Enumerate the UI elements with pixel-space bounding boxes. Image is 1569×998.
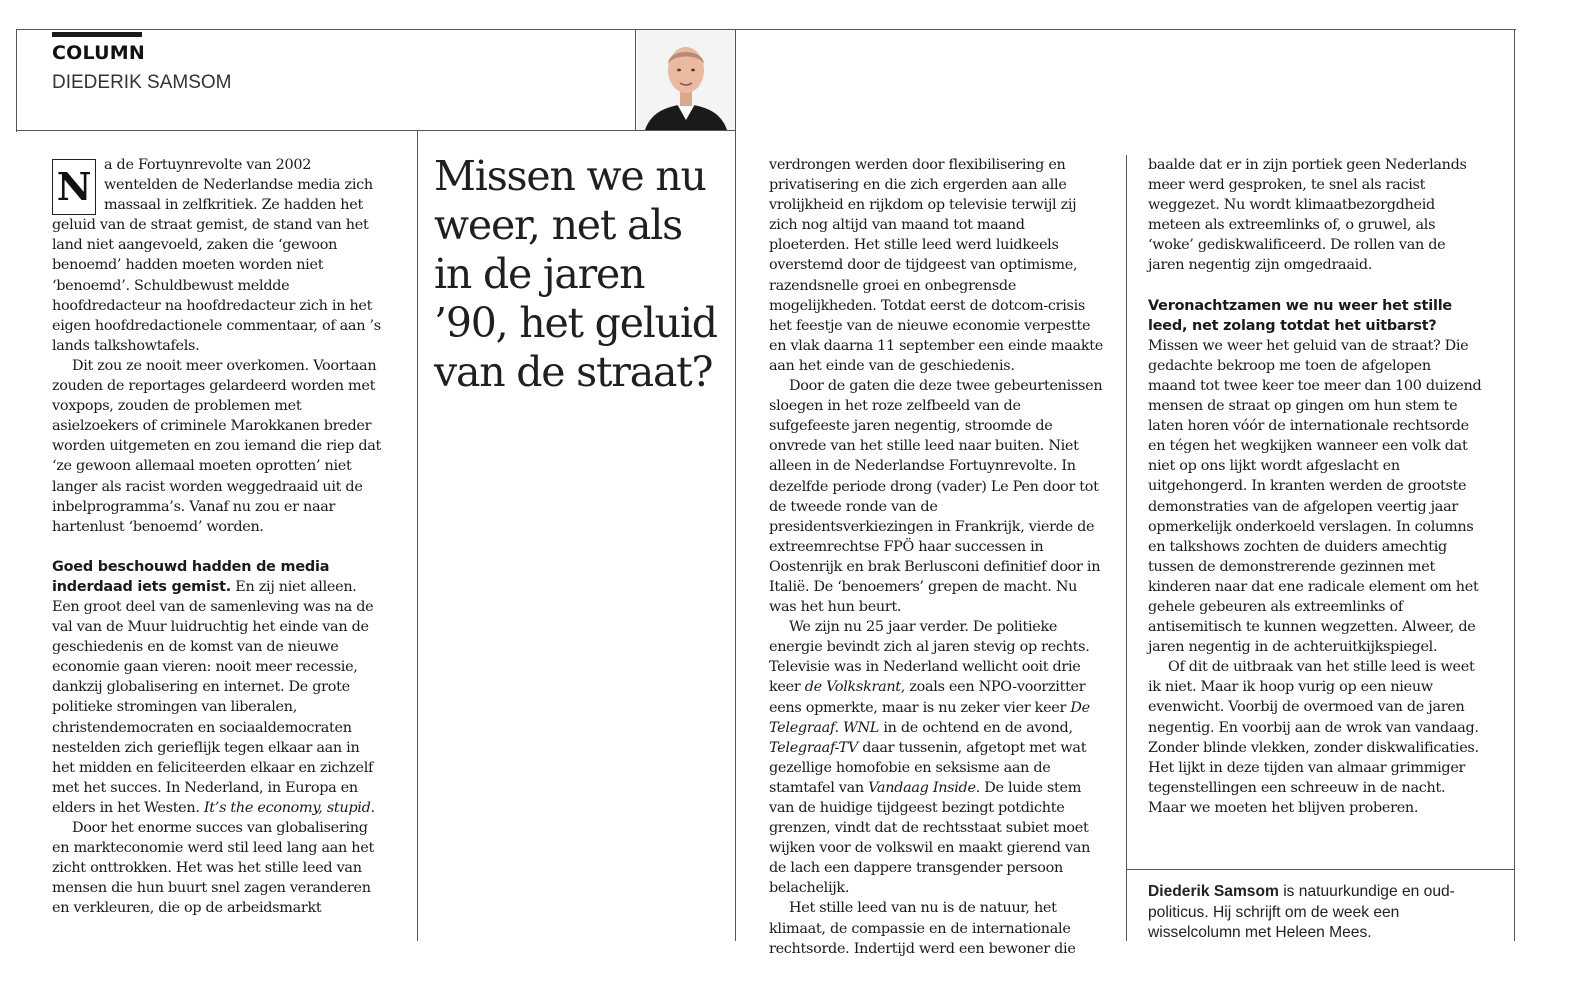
section-accent-bar [52, 32, 142, 37]
paragraph [769, 617, 1103, 898]
frame-top-rule [16, 29, 1516, 30]
column-divider-3 [1126, 155, 1127, 941]
italic-title: Telegraaf-TV [769, 739, 858, 756]
header-bottom-rule [16, 130, 736, 131]
italic-title: Vandaag Inside [868, 779, 976, 796]
paragraph: Of dit de uitbraak van het stille leed is weet ik niet. Maar ik hoop vurig op een nieuw evenwicht. Voorbij de overmoed van de jaren negentig. En voorbij aan de wrok van vandaag. Zonder blinde vlekken, zonder diskwalificaties. Het lijkt in deze tijden van almaar grimmiger tegenstellingen een schreeuw in de nacht. Maar we moeten het blijven proberen. [1148, 659, 1479, 816]
italic-title: de Volkskrant [804, 679, 901, 696]
text-run: daar tussenin, afgetopt met wat gezellige homofobie en seksisme aan de stamtafel van [769, 739, 1087, 796]
photo-left-rule [635, 29, 636, 131]
text-run: En zij niet alleen. Een groot deel van de samenleving was na de val van de Muur luidruchtig het einde van de geschiedenis en de komst van de nieuwe economie gaan vieren: nooit meer recessie, dankzij globalisering en internet. De grote politieke stromingen van liberalen, christendemocraten en sociaaldemocraten nestelden zich gerieflijk tegen elkaar aan in het midden en feliciteerden elkaar en zichzelf met het succes. In Nederland, in Europa en elders in het Westen. [52, 578, 374, 816]
lead-in-bold: Goed beschouwd hadden de media inderdaad iets gemist. [52, 558, 330, 595]
drop-cap: N [52, 159, 96, 215]
article-column-3 [1148, 155, 1482, 818]
italic-quote: It’s the economy, stupid. [203, 799, 375, 816]
text-run: , zoals een NPO-voorzitter eens opmerkte, maar is nu zeker vier keer [769, 679, 1086, 716]
paragraph: Het stille leed van nu is de natuur, het klimaat, de compassie en de internationale rechtsorde. Indertijd werd een bewoner die [769, 900, 1076, 957]
frame-left-rule [16, 29, 17, 132]
paragraph: a de Fortuynrevolte van 2002 wentelden de Nederlandse media zich massaal in zelfkritiek. Ze hadden het geluid van de straat gemist, de stand van het land niet aangevoeld, zaken die ‘gewoon benoemd’ hadden moeten worden niet ‘benoemd’. Schuldbewust meldde hoofdredacteur na hoofdredacteur zich in het eigen hoofdredactionele commentaar, of aan ’s lands talkshowtafels. [52, 157, 381, 354]
paragraph: baalde dat er in zijn portiek geen Nederlands meer werd gesproken, te snel als racist weggezet. Nu wordt klimaatbezorgdheid meteen als extreemlinks of, o gruwel, als ‘woke’ gediskwalificeerd. De rollen van de jaren negentig zijn omgedraaid. [1148, 157, 1467, 274]
paragraph [52, 557, 382, 818]
paragraph: Door de gaten die deze twee gebeurtenissen sloegen in het roze zelfbeeld van de sufgefeeste jaren negentig, stroomde de onvrede van het stille leed naar buiten. Niet alleen in de Nederlandse Fortuynrevolte. In dezelfde periode drong (vader) Le Pen door tot de tweede ronde van de presidentsverkiezingen in Frankrijk, vierde de extreemrechtse FPÖ haar successen in Oostenrijk en brak Berlusconi definitief door in Italië. De ‘benoemers’ grepen de macht. Nu was het hun beurt. [769, 378, 1103, 616]
bio-text: is natuurkundige en oud-politicus. Hij schrijft om de week een wisselcolumn met Heleen Mees. [1148, 883, 1455, 941]
column-divider-1 [417, 130, 418, 941]
author-portrait-icon [637, 30, 735, 130]
paragraph: Door het enorme succes van globalisering en markteconomie werd stil leed lang aan het zicht onttrokken. Het was het stille leed van mensen die hun buurt snel zagen veranderen en verkleuren, die op de arbeidsmarkt [52, 820, 374, 917]
paragraph: Dit zou ze nooit meer overkomen. Voortaan zouden de reportages gelardeerd worden met voxpops, zouden de problemen met asielzoekers of criminele Marokkanen breder worden uitgemeten en zou iemand die riep dat ‘ze gewoon allemaal moeten oprotten’ niet langer als racist worden weggedraaid uit de inbelprogramma’s. Vanaf nu zou er naar hartenlust ‘benoemd’ worden. [52, 357, 382, 535]
paragraph: verdrongen werden door flexibilisering en privatisering en die zich ergerden aan alle vrolijkheid en rijkdom op televisie terwijl zij zich nog altijd van maand tot maand ploeterden. Het stille leed werd luidkeels overstemd door de tijdgeest van optimisme, razendsnelle groei en onbegrensde mogelijkheden. Totdat eerst de dotcom-crisis het feestje van de nieuwe economie verpestte en vlak daarna 11 september een einde maakte aan het einde van de geschiedenis. [769, 157, 1103, 374]
italic-title: De Telegraaf. WNL [769, 699, 1090, 736]
headline: Missen we nu weer, net als in de jaren ’90, het geluid van de straat? [434, 152, 717, 396]
bio-author-name: Diederik Samsom [1148, 883, 1279, 900]
author-portrait-photo [637, 30, 735, 130]
text-run: We zijn nu 25 jaar verder. De politieke energie bevindt zich al jaren stevig op rechts. Televisie was in Nederland wellicht ooit drie keer [769, 619, 1090, 696]
frame-right-rule [1514, 29, 1515, 941]
text-run: in de ochtend en de avond, [879, 719, 1073, 736]
bio-top-rule [1126, 869, 1514, 870]
author-bio [1148, 882, 1488, 944]
section-label: COLUMN [52, 42, 145, 64]
photo-right-rule [735, 29, 736, 941]
paragraph: Missen we weer het geluid van de straat? Die gedachte bekroop me toen de afgelopen maand tot twee keer toe meer dan 100 duizend mensen de straat op gingen om hun stem te laten horen vóór de internationale rechtsorde en tégen het wegkijken wanneer een volk dat niet op ons lijkt wordt afgeslacht en uitgehongerd. In kranten werden de grootste demonstraties van de afgelopen veertig jaar opmerkelijk onderkoeld verslagen. In columns en talkshows zochten de duiders amechtig tussen de demonstrerende gezinnen met kinderen naar dat ene radicale element om het gehele gebeuren als extreemlinks of antisemitisch te kunnen wegzetten. Alweer, de jaren negentig in de achteruitkijkspiegel. [1148, 337, 1482, 656]
subheading: Veronachtzamen we nu weer het stille leed, net zolang totdat het uitbarst? [1148, 297, 1452, 334]
article-column-1 [52, 155, 382, 918]
author-byline: DIEDERIK SAMSOM [52, 72, 232, 93]
article-column-2 [769, 155, 1103, 959]
text-run: . De luide stem van de huidige tijdgeest bezingt potdichte grenzen, vindt dat de rechtsstaat subiet moet wijken voor de volkswil en maakt gierend van de lach een dappere transgender persoon belachelijk. [769, 779, 1091, 897]
